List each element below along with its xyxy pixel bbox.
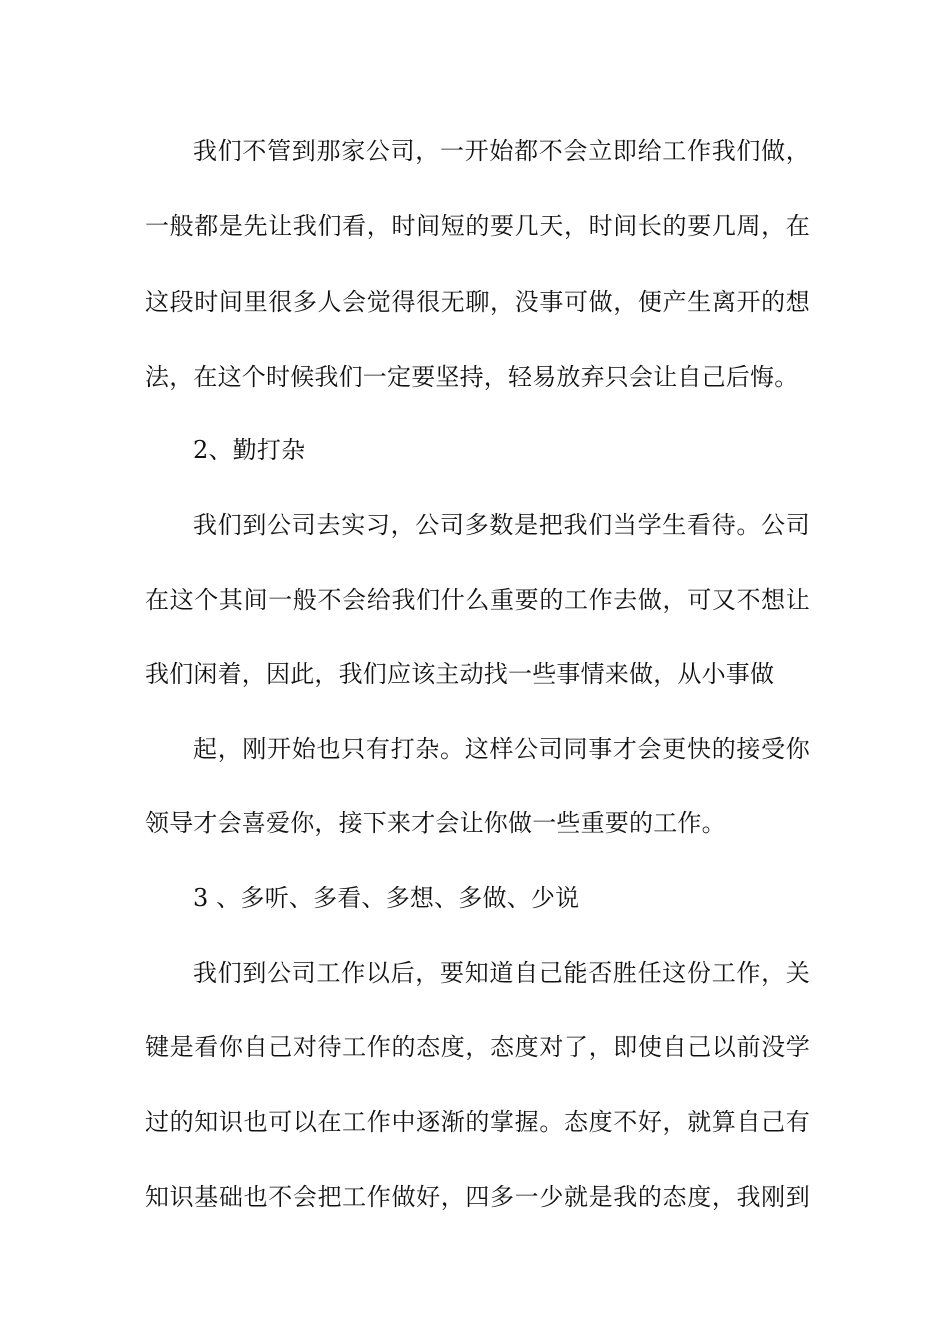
paragraph-3-line-4: 知识基础也不会把工作做好，四多一少就是我的态度，我刚到 (145, 1183, 810, 1211)
paragraph-1-line-3: 这段时间里很多人会觉得很无聊，没事可做，便产生离开的想 (145, 288, 810, 316)
paragraph-1-line-1: 我们不管到那家公司，一开始都不会立即给工作我们做， (193, 137, 810, 165)
paragraph-3-line-1: 我们到公司工作以后，要知道自己能否胜任这份工作，关 (193, 959, 810, 987)
paragraph-2-line-5: 领导才会喜爱你，接下来才会让你做一些重要的工作。 (145, 809, 726, 837)
paragraph-2-line-3: 我们闲着，因此，我们应该主动找一些事情来做，从小事做 (145, 660, 775, 688)
paragraph-2-line-4: 起，刚开始也只有打杂。这样公司同事才会更快的接受你 (193, 735, 810, 763)
paragraph-1-line-4: 法，在这个时候我们一定要坚持，轻易放弃只会让自己后悔。 (145, 363, 799, 391)
paragraph-1-line-2: 一般都是先让我们看，时间短的要几天，时间长的要几周，在 (145, 212, 810, 240)
section-heading-2: 2、勤打杂 (193, 436, 306, 464)
paragraph-3-line-2: 键是看你自己对待工作的态度，态度对了，即使自己以前没学 (145, 1033, 810, 1061)
paragraph-2-line-1: 我们到公司去实习，公司多数是把我们当学生看待。公司 (193, 511, 810, 539)
section-heading-3: 3 、多听、多看、多想、多做、少说 (193, 884, 580, 912)
paragraph-2-line-2: 在这个其间一般不会给我们什么重要的工作去做，可又不想让 (145, 586, 810, 614)
paragraph-3-line-3: 过的知识也可以在工作中逐渐的掌握。态度不好，就算自己有 (145, 1108, 810, 1136)
